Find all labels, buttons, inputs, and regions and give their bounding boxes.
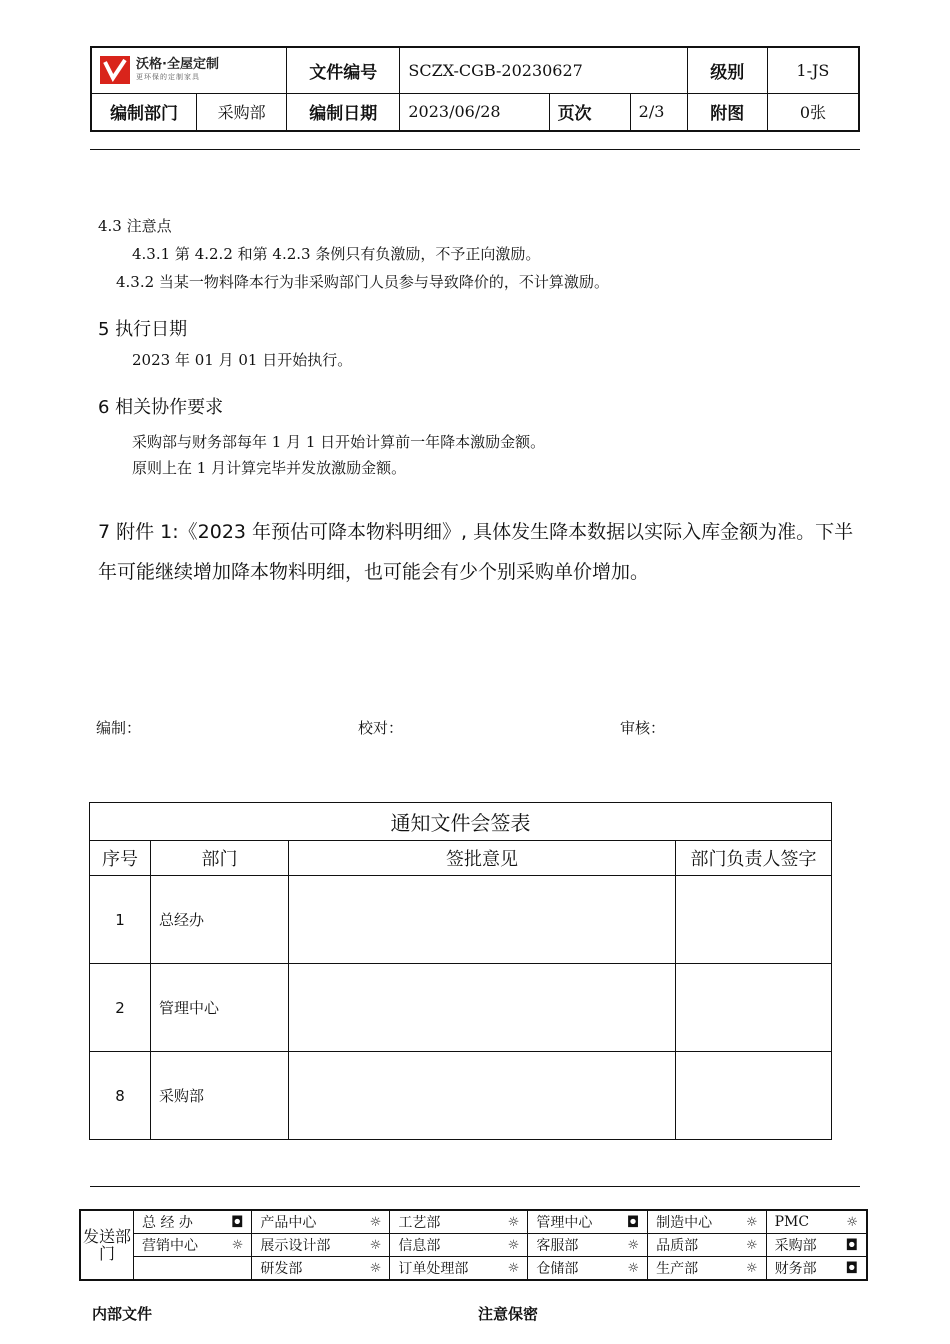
dist-dept-name: 产品中心	[260, 1215, 317, 1231]
date-value: 2023/06/28	[400, 93, 549, 131]
checked-mark-icon: ◘	[845, 1236, 858, 1254]
dist-cell[interactable]	[648, 1257, 766, 1281]
unchecked-mark-icon: ☼	[507, 1214, 520, 1230]
dist-cell[interactable]	[134, 1234, 252, 1257]
unchecked-mark-icon: ☼	[231, 1237, 244, 1253]
dist-cell[interactable]	[134, 1210, 252, 1234]
document-header-table	[90, 46, 860, 132]
table-row	[90, 964, 832, 1052]
distribution-table	[79, 1209, 868, 1281]
doc-no-value: SCZX-CGB-20230627	[400, 47, 687, 93]
unchecked-mark-icon: ☼	[745, 1237, 758, 1253]
row-number: 8	[90, 1052, 151, 1140]
footer-internal-doc: 内部文件	[92, 1305, 153, 1323]
dist-dept-name: 仓储部	[536, 1261, 579, 1277]
unchecked-mark-icon: ☼	[627, 1237, 640, 1253]
dist-cell[interactable]	[390, 1257, 528, 1281]
dist-dept-name: 总 经 办	[142, 1215, 193, 1231]
level-label: 级别	[687, 47, 767, 93]
section-7-attachment: 7 附件 1:《2023 年预估可降本物料明细》, 具体发生降本数据以实际入库金额为准。下半年可能继续增加降本物料明细，也可能会有少个别采购单价增加。	[98, 521, 854, 583]
opinion-field[interactable]	[289, 876, 676, 964]
unchecked-mark-icon: ☼	[627, 1260, 640, 1276]
countersign-table	[89, 802, 832, 1140]
unchecked-mark-icon: ☼	[507, 1237, 520, 1253]
section-6-line-2: 原则上在 1 月计算完毕并发放激励金额。	[132, 459, 407, 477]
row-dept: 管理中心	[151, 964, 289, 1052]
dist-dept-name: 客服部	[536, 1238, 579, 1254]
check-signature-label: 校对：	[358, 719, 404, 737]
section-6-line-1: 采购部与财务部每年 1 月 1 日开始计算前一年降本激励金额。	[132, 433, 546, 451]
signature-field[interactable]	[676, 964, 832, 1052]
header-divider	[90, 149, 860, 150]
page-label: 页次	[549, 93, 630, 131]
row-number: 2	[90, 964, 151, 1052]
dist-dept-name: 财务部	[774, 1261, 817, 1277]
checked-mark-icon: ◘	[230, 1213, 244, 1231]
opinion-field[interactable]	[289, 1052, 676, 1140]
dist-dept-name: 品质部	[656, 1238, 699, 1254]
logo-slogan: 更环保的定制家具	[136, 73, 200, 82]
section-4-3-title: 4.3 注意点	[98, 217, 172, 235]
unchecked-mark-icon: ☼	[745, 1214, 758, 1230]
unchecked-mark-icon: ☼	[369, 1260, 382, 1276]
dist-cell[interactable]	[390, 1210, 528, 1234]
dist-dept-name: PMC	[774, 1214, 810, 1230]
unchecked-mark-icon: ☼	[846, 1214, 858, 1230]
unchecked-mark-icon: ☼	[369, 1237, 382, 1253]
dist-cell[interactable]	[766, 1210, 867, 1234]
unchecked-mark-icon: ☼	[507, 1260, 520, 1276]
signature-field[interactable]	[676, 876, 832, 964]
section-4-3-1: 4.3.1 第 4.2.2 和第 4.2.3 条例只有负激励，不予正向激励。	[132, 245, 541, 263]
checked-mark-icon: ◘	[845, 1259, 858, 1277]
doc-no-label: 文件编号	[287, 47, 400, 93]
logo-brand: 沃格·全屋定制	[136, 57, 219, 73]
dist-dept-name: 信息部	[398, 1238, 441, 1254]
row-dept: 采购部	[151, 1052, 289, 1140]
review-signature-label: 审核：	[620, 719, 666, 737]
dept-value: 采购部	[197, 93, 287, 131]
section-5-title: 5 执行日期	[98, 319, 188, 340]
dist-cell[interactable]	[528, 1210, 648, 1234]
dist-dept-name: 管理中心	[536, 1215, 593, 1231]
dist-dept-name: 制造中心	[656, 1215, 713, 1231]
dist-cell[interactable]	[252, 1234, 390, 1257]
attach-value: 0张	[767, 93, 859, 131]
signature-field[interactable]	[676, 1052, 832, 1140]
section-5-text: 2023 年 01 月 01 日开始执行。	[132, 351, 353, 369]
table-row	[90, 1052, 832, 1140]
dist-cell[interactable]	[528, 1257, 648, 1281]
dist-cell[interactable]	[766, 1234, 867, 1257]
logo-cell	[91, 47, 287, 93]
dist-dept-name: 展示设计部	[260, 1238, 331, 1254]
column-header-dept: 部门	[151, 841, 289, 876]
attach-label: 附图	[687, 93, 767, 131]
dist-cell[interactable]	[390, 1234, 528, 1257]
dist-cell-empty	[134, 1257, 252, 1281]
checked-mark-icon: ◘	[626, 1213, 640, 1231]
footer-divider	[90, 1186, 860, 1187]
dist-cell[interactable]	[766, 1257, 867, 1281]
page-value: 2/3	[630, 93, 687, 131]
dist-cell[interactable]	[252, 1257, 390, 1281]
dist-cell[interactable]	[648, 1210, 766, 1234]
dist-dept-name: 营销中心	[142, 1238, 198, 1254]
column-header-signature: 部门负责人签字	[676, 841, 832, 876]
section-4-3-2: 4.3.2 当某一物料降本行为非采购部门人员参与导致降价的，不计算激励。	[116, 273, 609, 291]
dist-dept-name: 生产部	[656, 1261, 699, 1277]
section-6-title: 6 相关协作要求	[98, 397, 224, 418]
row-dept: 总经办	[151, 876, 289, 964]
compile-signature-label: 编制：	[96, 719, 142, 737]
row-number: 1	[90, 876, 151, 964]
level-value: 1-JS	[767, 47, 859, 93]
countersign-title: 通知文件会签表	[90, 803, 832, 841]
dist-cell[interactable]	[252, 1210, 390, 1234]
dist-dept-name: 采购部	[774, 1238, 817, 1254]
dist-cell[interactable]	[528, 1234, 648, 1257]
column-header-number: 序号	[90, 841, 151, 876]
footer-confidential: 注意保密	[478, 1305, 539, 1323]
unchecked-mark-icon: ☼	[369, 1214, 382, 1230]
opinion-field[interactable]	[289, 964, 676, 1052]
unchecked-mark-icon: ☼	[745, 1260, 758, 1276]
dist-dept-name: 工艺部	[398, 1215, 441, 1231]
dist-cell[interactable]	[648, 1234, 766, 1257]
dist-dept-name: 研发部	[260, 1261, 303, 1277]
dist-dept-name: 订单处理部	[398, 1261, 469, 1277]
table-row	[90, 876, 832, 964]
column-header-opinion: 签批意见	[289, 841, 676, 876]
send-dept-label: 发送部门	[80, 1210, 134, 1280]
brand-logo-icon	[100, 56, 130, 84]
date-label: 编制日期	[287, 93, 400, 131]
dept-label: 编制部门	[91, 93, 197, 131]
